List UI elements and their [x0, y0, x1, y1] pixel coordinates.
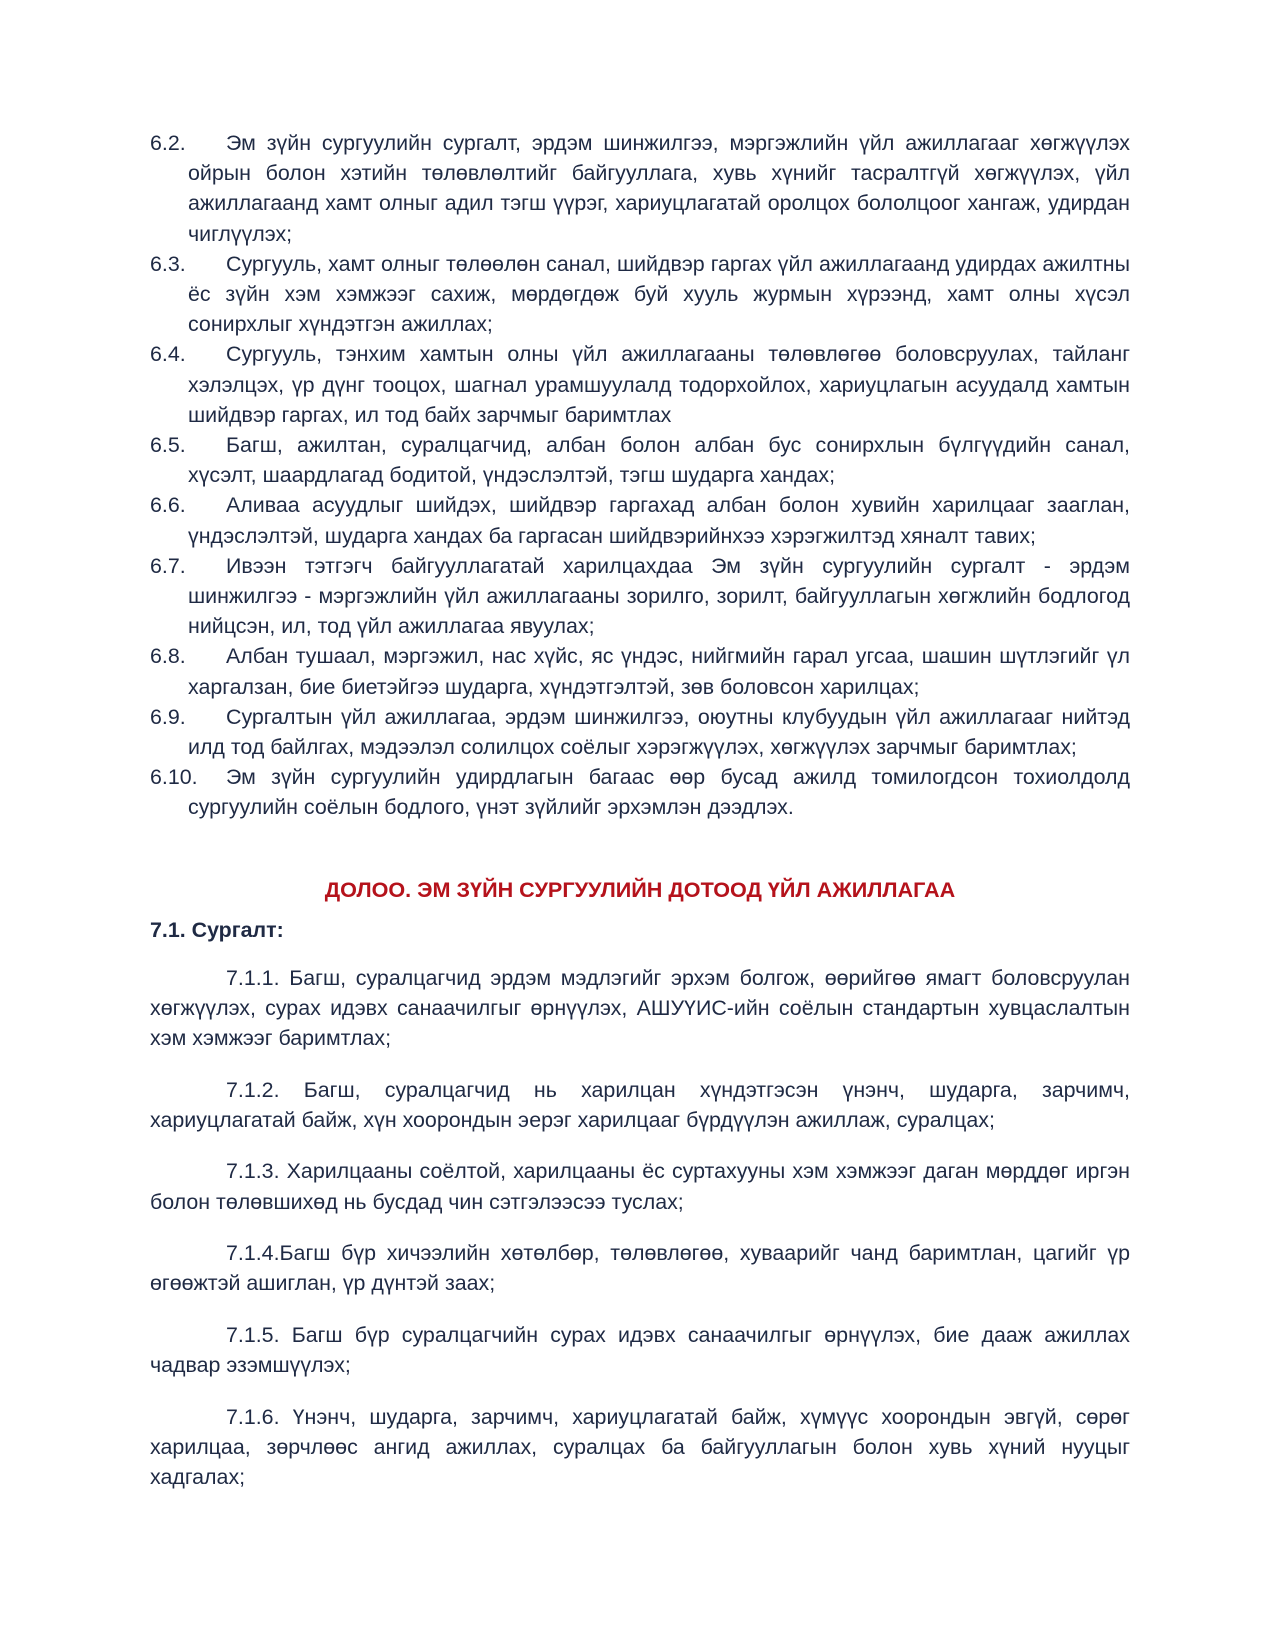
- item-number: 6.6.: [150, 493, 186, 518]
- item-text: Аливаа асуудлыг шийдэх, шийдвэр гаргахад албан болон хувийн харилцааг зааглан, үндэслэлтэй, шударга хандах ба гаргасан шийдвэрийнхээ хэрэгжилтэд хяналт тавих;: [188, 493, 1130, 548]
- paragraph: 7.1.2. Багш, суралцагчид нь харилцан хүндэтгэсэн үнэнч, шударга, зарчимч, хариуцлагатай байж, хүн хоорондын эерэг харилцааг бүрдүүлэн ажиллаж, суралцах;: [150, 1077, 1130, 1132]
- item-text: Сургалтын үйл ажиллагаа, эрдэм шинжилгээ, оюутны клубуудын үйл ажиллагааг нийтэд илд тод байлгах, мэдээлэл солилцох соёлыг хэрэгжүүлэх, хөгжүүлэх зарчмыг баримтлах;: [188, 704, 1130, 760]
- item-number: 6.7.: [150, 553, 186, 578]
- list-item: [150, 490, 1130, 550]
- item-text: Ивээн тэтгэгч байгууллагатай харилцахдаа Эм зүйн сургуулийн сургалт - эрдэм шинжилгээ - мэргэжлийн үйл ажиллагааны зорилго, зорилт, байгууллагын хөгжлийн бодлогод нийцсэн, ил, тод үйл ажиллагаа явуулах;: [188, 553, 1130, 639]
- list-item: [150, 339, 1130, 430]
- item-number: 6.10.: [150, 765, 198, 790]
- item-text: Сургууль, хамт олныг төлөөлөн санал, шийдвэр гаргах үйл ажиллагаанд удирдах ажилтны ёс зүйн хэм хэмжээг сахиж, мөрдөгдөж буй хууль журмын хүрээнд, хамт олны хүсэл сонирхлыг хүндэтгэн ажиллах;: [188, 251, 1130, 337]
- item-number: 6.9.: [150, 704, 186, 729]
- paragraph: 7.1.6. Үнэнч, шударга, зарчимч, хариуцлагатай байж, хүмүүс хоорондын эвгүй, сөрөг харилцаа, зөрчлөөс ангид ажиллах, суралцах ба байгууллагын болон хувь хүний нууцыг хадгалах;: [150, 1404, 1130, 1490]
- item-number: 6.8.: [150, 644, 186, 669]
- list-item: [150, 430, 1130, 490]
- item-number: 6.4.: [150, 342, 186, 367]
- item-text: Эм зүйн сургуулийн сургалт, эрдэм шинжилгээ, мэргэжлийн үйл ажиллагааг хөгжүүлэх ойрын болон хэтийн төлөвлөлтийг байгууллага, хувь хүнийг тасралтгүй хөгжүүлэх, үйл ажиллагаанд хамт олныг адил тэгш үүрэг, хариуцлагатай оролцох бололцоог хангаж, удирдан чиглүүлэх;: [188, 131, 1130, 246]
- item-number: 6.2.: [150, 131, 186, 155]
- item-text: Эм зүйн сургуулийн удирдлагын багаас өөр бусад ажилд томилогдсон тохиолдолд сургуулийн соёлын бодлого, үнэт зүйлийг эрхэмлэн дээдлэх.: [188, 765, 1130, 820]
- paragraph: 7.1.1. Багш, суралцагчид эрдэм мэдлэгийг эрхэм болгож, өөрийгөө ямагт боловсруулан хөгжүүлэх, сурах идэвх санаачилгыг өрнүүлэх, АШУҮИС-ийн соёлын стандартын хувцаслалтын хэм хэмжээг баримтлах;: [150, 965, 1130, 1051]
- list-item: [150, 128, 1130, 249]
- paragraph: 7.1.3. Харилцааны соёлтой, харилцааны ёс суртахууны хэм хэмжээг даган мөрддөг иргэн болон төлөвшихөд нь бусдад чин сэтгэлээсээ туслах;: [150, 1159, 1130, 1214]
- section-7-heading: ДОЛОО. ЭМ ЗҮЙН СУРГУУЛИЙН ДОТООД ҮЙЛ АЖИЛЛАГАА: [324, 876, 956, 902]
- item-text: Албан тушаал, мэргэжил, нас хүйс, яс үндэс, нийгмийн гарал угсаа, шашин шүтлэгийг үл харгалзан, бие биетэйгээ шударга, хүндэтгэлтэй, зөв боловсон харилцах;: [188, 644, 1130, 699]
- item-number: 6.5.: [150, 433, 186, 458]
- subsection-7-1-title: 7.1. Сургалт:: [150, 917, 284, 942]
- paragraph: 7.1.4.Багш бүр хичээлийн хөтөлбөр, төлөвлөгөө, хуваарийг чанд баримтлан, цагийг үр өгөөжтэй ашиглан, үр дүнтэй заах;: [150, 1241, 1130, 1296]
- item-text: Сургууль, тэнхим хамтын олны үйл ажиллагааны төлөвлөгөө боловсруулах, тайланг хэлэлцэх, үр дүнг тооцох, шагнал урамшуулалд тодорхойлох, хариуцлагын асуудалд хамтын шийдвэр гаргах, ил тод байх зарчмыг баримтлах: [188, 342, 1130, 427]
- section-6-list: [150, 128, 1130, 823]
- list-item: [150, 762, 1130, 822]
- item-text: Багш, ажилтан, суралцагчид, албан болон албан бус сонирхлын бүлгүүдийн санал, хүсэлт, шаардлагад бодитой, үндэслэлтэй, тэгш шударга хандах;: [188, 433, 1130, 488]
- document-page: [150, 128, 1130, 1514]
- paragraph: 7.1.5. Багш бүр суралцагчийн сурах идэвх санаачилгыг өрнүүлэх, бие дааж ажиллах чадвар эзэмшүүлэх;: [150, 1323, 1130, 1378]
- item-number: 6.3.: [150, 251, 186, 276]
- list-item: [150, 641, 1130, 701]
- list-item: [150, 249, 1130, 340]
- list-item: [150, 551, 1130, 642]
- list-item: [150, 702, 1130, 762]
